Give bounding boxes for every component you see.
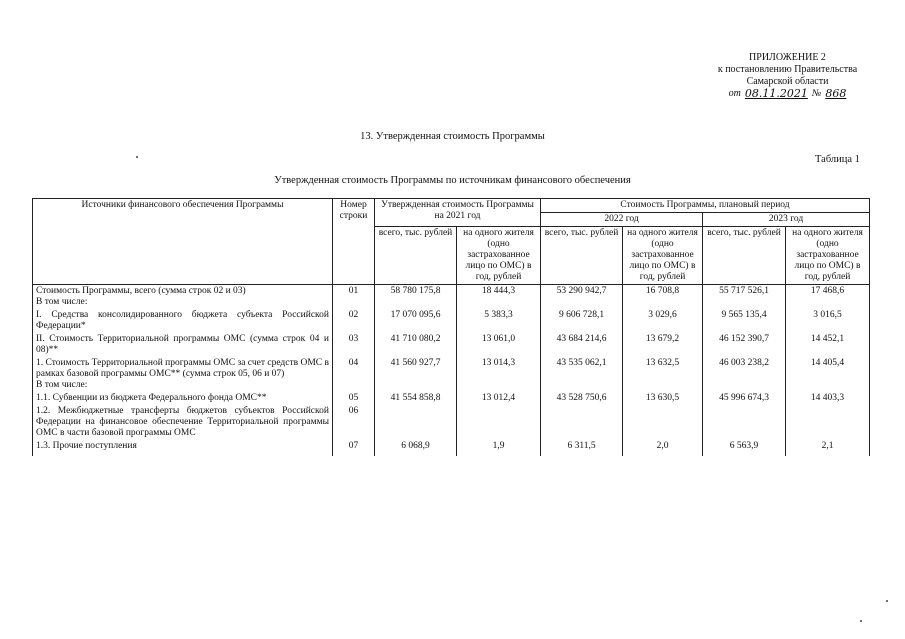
table-row [33, 392, 870, 405]
section-title: 13. Утвержденная стоимость Программы [360, 131, 545, 142]
number-label: № [811, 88, 822, 99]
row-name-cell [33, 440, 333, 456]
header-approved: Утвержденная стоимость Программы на 2021 год [375, 199, 541, 227]
row-sub-label: В том числе: [36, 297, 88, 307]
value-2021-total [375, 405, 457, 440]
appendix-line-2: Самарской области [746, 76, 829, 87]
value-2023-per-capita: 14 452,1 [786, 333, 870, 357]
row-number: 03 [333, 333, 375, 357]
table-row [33, 357, 870, 392]
table-label: Таблица 1 [815, 154, 860, 165]
value-2021-total: 41 710 080,2 [375, 333, 457, 357]
value-2022-total: 9 606 728,1 [541, 309, 623, 333]
value-2023-total: 6 563,9 [703, 440, 786, 456]
header-total: всего, тыс. рублей [375, 227, 457, 285]
value-2021-per-capita: 13 014,3 [457, 357, 541, 392]
table-row [33, 309, 870, 333]
row-number: 02 [333, 309, 375, 333]
value-2022-total [541, 405, 623, 440]
row-name: Стоимость Программы, всего (сумма строк 02 и 03) [36, 286, 246, 296]
value-2023-total: 9 565 135,4 [703, 309, 786, 333]
scan-speck [136, 156, 138, 158]
value-2021-per-capita: 18 444,3 [457, 285, 541, 310]
value-2023-per-capita: 14 405,4 [786, 357, 870, 392]
value-2022-per-capita: 3 029,6 [623, 309, 703, 333]
value-2021-total: 17 070 095,6 [375, 309, 457, 333]
row-number: 07 [333, 440, 375, 456]
value-2021-per-capita: 5 383,3 [457, 309, 541, 333]
value-2023-total: 46 003 238,2 [703, 357, 786, 392]
row-number: 01 [333, 285, 375, 310]
value-2022-total: 43 528 750,6 [541, 392, 623, 405]
row-number: 06 [333, 405, 375, 440]
row-sub-label: В том числе: [36, 380, 88, 390]
value-2022-per-capita: 13 679,2 [623, 333, 703, 357]
value-2022-total: 6 311,5 [541, 440, 623, 456]
header-row-number: Номер строки [333, 199, 375, 285]
row-name: 1.1. Субвенции из бюджета Федерального фонда ОМС** [36, 393, 267, 403]
handwritten-number: 868 [825, 87, 847, 100]
value-2021-total: 41 554 858,8 [375, 392, 457, 405]
scan-speck [886, 600, 888, 602]
value-2021-per-capita: 13 012,4 [457, 392, 541, 405]
value-2022-per-capita: 16 708,8 [623, 285, 703, 310]
value-2022-per-capita [623, 405, 703, 440]
row-name: 1.2. Межбюджетные трансферты бюджетов субъектов Российской Федерации на финансовое обеспечение Территориальной программы ОМС в части базовой программы ОМС [36, 406, 329, 438]
value-2022-per-capita: 13 632,5 [623, 357, 703, 392]
row-number: 05 [333, 392, 375, 405]
value-2023-per-capita: 14 403,3 [786, 392, 870, 405]
financing-table [32, 198, 870, 456]
value-2021-per-capita [457, 405, 541, 440]
value-2021-per-capita: 13 061,0 [457, 333, 541, 357]
appendix-block [690, 52, 885, 100]
table-row [33, 285, 870, 310]
table-row [33, 333, 870, 357]
header-per-capita: на одного жителя (одно застрахованное лицо по ОМС) в год, рублей [457, 227, 541, 285]
value-2023-total: 46 152 390,7 [703, 333, 786, 357]
header-planned: Стоимость Программы, плановый период [541, 199, 870, 213]
table-row [33, 440, 870, 456]
header-total: всего, тыс. рублей [703, 227, 786, 285]
row-name-cell [33, 392, 333, 405]
row-name: II. Стоимость Территориальной программы ОМС (сумма строк 04 и 08)** [36, 334, 329, 355]
table-row [33, 405, 870, 440]
row-name: 1. Стоимость Территориальной программы ОМС за счет средств ОМС в рамках базовой программы ОМС** (сумма строк 05, 06 и 07) [36, 358, 329, 379]
header-per-capita: на одного жителя (одно застрахованное лицо по ОМС) в год, рублей [623, 227, 703, 285]
value-2023-total: 45 996 674,3 [703, 392, 786, 405]
value-2021-total: 41 560 927,7 [375, 357, 457, 392]
handwritten-date: 08.11.2021 [744, 87, 808, 100]
value-2022-total: 53 290 942,7 [541, 285, 623, 310]
value-2022-per-capita: 13 630,5 [623, 392, 703, 405]
appendix-signature-line [690, 88, 885, 100]
header-sources: Источники финансового обеспечения Программы [33, 199, 333, 285]
scan-speck [860, 620, 862, 622]
row-name-cell [33, 309, 333, 333]
value-2022-total: 43 535 062,1 [541, 357, 623, 392]
header-year-2022: 2022 год [541, 213, 703, 227]
value-2023-per-capita: 17 468,6 [786, 285, 870, 310]
value-2023-per-capita [786, 405, 870, 440]
row-name-cell [33, 285, 333, 310]
value-2021-total: 6 068,9 [375, 440, 457, 456]
header-year-2023: 2023 год [703, 213, 870, 227]
row-name-cell [33, 357, 333, 392]
value-2023-per-capita: 3 016,5 [786, 309, 870, 333]
value-2023-total: 55 717 526,1 [703, 285, 786, 310]
value-2021-per-capita: 1,9 [457, 440, 541, 456]
row-name: 1.3. Прочие поступления [36, 441, 137, 451]
header-total: всего, тыс. рублей [541, 227, 623, 285]
appendix-title: ПРИЛОЖЕНИЕ 2 [749, 52, 826, 63]
row-number: 04 [333, 357, 375, 392]
header-per-capita: на одного жителя (одно застрахованное лицо по ОМС) в год, рублей [786, 227, 870, 285]
row-name-cell [33, 333, 333, 357]
row-name: I. Средства консолидированного бюджета субъекта Российской Федерации* [36, 310, 329, 331]
appendix-line-1: к постановлению Правительства [717, 64, 858, 75]
value-2022-total: 43 684 214,6 [541, 333, 623, 357]
value-2022-per-capita: 2,0 [623, 440, 703, 456]
from-label: от [728, 88, 741, 99]
row-name-cell [33, 405, 333, 440]
value-2023-per-capita: 2,1 [786, 440, 870, 456]
table-subtitle: Утвержденная стоимость Программы по источникам финансового обеспечения [274, 175, 631, 186]
value-2021-total: 58 780 175,8 [375, 285, 457, 310]
value-2023-total [703, 405, 786, 440]
